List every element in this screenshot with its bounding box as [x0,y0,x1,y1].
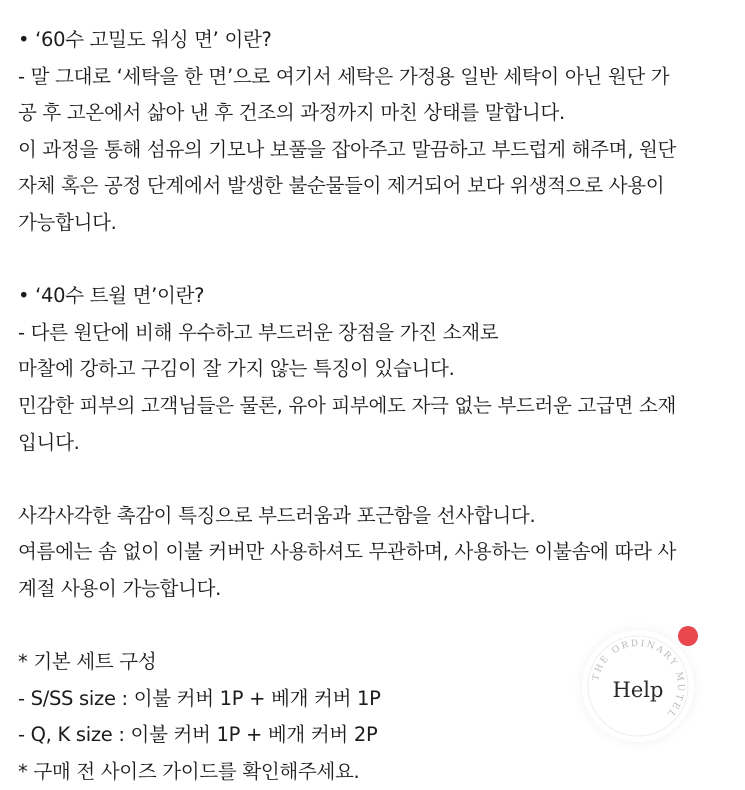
notification-dot [678,626,698,646]
heading-40-twill-cotton: • ‘40수 트윌 면’이란? [18,284,205,308]
spacer [18,242,733,279]
help-label: Help [612,678,664,702]
text-line: 여름에는 솜 없이 이불 커버만 사용하셔도 무관하며, 사용하는 이불솜에 따라 사 [18,540,677,564]
text-line: - 다른 원단에 비해 우수하고 부드러운 장점을 가진 소재로 [18,320,499,344]
set-composition-heading: * 기본 세트 구성 [18,650,157,674]
text-line: 사각사각한 촉감이 특징으로 부드러움과 포근함을 선사합니다. [18,503,536,527]
text-line: 마찰에 강하고 구김이 잘 가지 않는 특징이 있습니다. [18,357,455,381]
help-button[interactable] [582,630,694,742]
heading-60-washed-cotton: • ‘60수 고밀도 워싱 면’ 이란? [18,28,272,51]
text-line: 입니다. [18,430,80,454]
text-line: 자체 혹은 공정 단계에서 발생한 불순물들이 제거되어 보다 위생적으로 사용이 [18,174,665,198]
size-guide-note: * 구매 전 사이즈 가이드를 확인해주세요. [18,759,360,783]
text-line: 이 과정을 통해 섬유의 기모나 보풀을 잡아주고 말끔하고 부드럽게 해주며, 원단 [18,137,677,161]
ring-text: THE ORDINARY MUTEL [591,638,686,720]
text-line: 공 후 고온에서 삶아 낸 후 건조의 과정까지 마친 상태를 말합니다. [18,101,565,125]
set-item-q-k: - Q, K size : 이불 커버 1P + 베개 커버 2P [18,723,378,747]
text-line: 민감한 피부의 고객님들은 물론, 유아 피부에도 자극 없는 부드러운 고급면 소재 [18,393,677,417]
text-line: 계절 사용이 가능합니다. [18,576,222,600]
set-item-s-ss: - S/SS size : 이불 커버 1P + 베개 커버 1P [18,686,381,710]
text-line: 가능합니다. [18,210,117,234]
text-line: - 말 그대로 ‘세탁을 한 면’으로 여기서 세탁은 가정용 일반 세탁이 아닌 원단 가 [18,64,670,88]
spacer [18,461,733,498]
